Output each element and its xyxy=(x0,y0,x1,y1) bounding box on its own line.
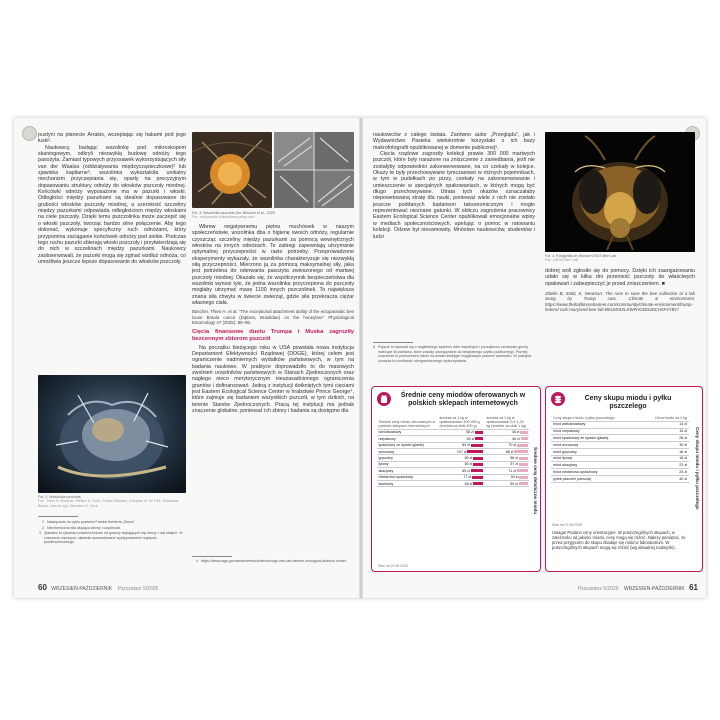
footnote-2: 2 Niechemiczna siła wiążąca atomy i cząsteczki. xyxy=(42,525,122,530)
bee-head-macro-image xyxy=(545,132,695,252)
footnote-3: 3 Zjawisko to zjawisko powierzchniowe na granicy stykających się cieczy i ciał stałych. W znaczeniu węższym: zjawisko spowodowane występowaniem napięcia powierzchniowego. xyxy=(39,531,183,545)
retail-row-name: wielokwiatowy xyxy=(377,429,438,435)
right-col1-p2: Cięcia rządowe zagroziły kolekcji prawie 300 000 martwych pszczół, które były narażone na zniszczenie z zaniedbania, jeśli nie zostałyby odpowiednio zakonserwowane, na co czekały w kolejce. Okazy te były przechowywane tymczasowo w różnych pojemnikach, w tym w pudełkach po pizzy, czekały na zakonserwowanie i umieszczenie w specjalnych opakowaniach, w których mogą być długo przechowywane. Utrata tych okazów oznaczałaby niepowetowaną stratę dla nauki, ponieważ wiele z nich nie zostało jeszcze poddanych badaniom taksonomicznym i mogło reprezentować nieznane gatunki. W obliczu zagrożenia pracownicy Eastern Ecological Science Center opublikowali emocjonalne wpisy w mediach społecznościowych, apelując o pomoc w ratowaniu kolekcji. Odzew był niesamowity. Mnóstwo naukowców, studentów i ludzi xyxy=(373,151,535,240)
purchase-header-col1: Cena brutto za 1 kg xyxy=(640,415,689,421)
purchase-prices-box xyxy=(545,386,703,572)
purchase-row-name: miód spadziowy ze spadzi iglastej xyxy=(551,435,640,442)
retail-cell-large xyxy=(485,480,529,486)
purchase-row-name: miód wrzosowy xyxy=(551,442,640,449)
purchase-table-row xyxy=(551,476,689,483)
left-footnotes xyxy=(38,520,186,546)
magazine-spread xyxy=(14,118,706,598)
purchase-table-row xyxy=(551,442,689,449)
bee-louse-closeup-image xyxy=(38,375,186,493)
retail-value-large: 54 zł xyxy=(510,475,519,480)
retail-table-header xyxy=(377,415,529,429)
left-col2-reference: Büscher, Thies H. et al. "The exceptional attachment ability of the ectoparasitic bee louse Braula coeca (Diptera, Braulidae) on the honeybee" Physiological Entomology 47 (2025): 85–95. xyxy=(192,309,354,326)
retail-value-large: 70 zł xyxy=(508,443,516,448)
purchase-table-row xyxy=(551,421,689,428)
fig3-caption: Fot. 3. Wszolinka pszczela (fot. Büscher et al., 2025 xyxy=(192,211,275,215)
section-label-left: WRZESIEŃ-PAŹDZIERNIK xyxy=(51,586,113,592)
right-page-footer xyxy=(578,583,698,592)
purchase-row-name: miód akacjowy xyxy=(551,462,640,469)
magazine-label-left: Pszczelarz 5/2025 xyxy=(117,586,159,592)
retail-bar-small xyxy=(475,431,484,434)
retail-prices-table xyxy=(377,415,529,487)
retail-prices-side-label: Średnie ceny detaliczne miodu xyxy=(533,447,538,515)
purchase-table-row xyxy=(551,435,689,442)
page-number-right: 61 xyxy=(689,583,698,592)
retail-row-name: lipowy xyxy=(377,461,438,467)
purchase-row-price: 18 zł xyxy=(640,448,689,455)
purchase-stan-date: Stan na 07.08.2025 xyxy=(552,523,582,527)
retail-bar-small xyxy=(473,457,483,460)
retail-row-name: faceliowy xyxy=(377,480,438,486)
purchase-table-row xyxy=(551,455,689,462)
left-col1-p2: Naukowcy, badając wszolinkę pod mikroskopem skaningowym, odkryli niezwykłą budowę odnóży tego pasożyta. Zamiast typowych przyssawek wykorzystujących siły van der Waalsa (oddziaływania międzycząsteczkowe)² lub zjawiska kapilarne³, wszolinka wykształciła unikalny mechanizm przyczepiania się, oparty na precyzyjnym dopasowaniu struktury odnóży do włosków pszczoły miodnej. Końcówki odnóży wyposażone ma w pazurki i włoski. Odległości między pazurkami są idealnie dopasowane do grubości włosków pszczoły miodnej, a szerokość szczeliny między pazurkami odpowiada odległościom między włoskami na ciele pszczoły. Dzięki temu pszczolinka może zaczepić się o włoski pszczoły, tworząc bardzo silne połączenie. Aby tego dokonać, wykonuje specyficzny ruch odnóżami, który przypomina zaciąganie końcówek odnóży pod siebie. Podczas tego ruchu pazurki zbierają włoski pszczoły i przytwierdzają się do nich w szczelinach między pazurkami. Naukowcy zaobserwowali, że pazurki mogą się zginać wzdłuż odnóża, co umożliwia jeszcze lepsze dopasowanie do włosków pszczoły. xyxy=(38,144,186,265)
retail-bar-large xyxy=(514,450,527,453)
retail-value-small: 55 zł xyxy=(466,436,475,441)
retail-value-large: 46 zł xyxy=(512,436,520,441)
retail-cell-small xyxy=(438,480,485,486)
footnote-4: 4 https://www.usgs.gov/centers/eesc/science/usgs-bee-lab-eastern-ecological-science-center. xyxy=(196,559,347,563)
retail-value-small: 68 zł xyxy=(464,481,473,486)
fig3-caption-block xyxy=(192,211,354,220)
left-col1-p1: pustyni na planecie Arrakis, wczepiając się hakami pod jego łuski¹. xyxy=(38,132,186,145)
purchase-row-price: 40 zł xyxy=(640,476,689,483)
retail-row-name: akacjowy xyxy=(377,468,438,474)
retail-value-small: 58 zł xyxy=(466,430,474,435)
fig2-source: Fot.: Thies H. Büscher, Steffen N. Gorb, Fabian Bäumer, Christian W. W. Pirk, Sebastian Büsse, Lars Krogh, Stanislav N. Gorb xyxy=(38,499,179,508)
left-col2-text xyxy=(192,224,354,414)
right-col2-p1: dobrej woli zgłosiło się do pomocy. Dzięki ich zaangażowaniu udało się w kilka dni przenieść pszczoły do właściwych opakowań i zabezpieczyć je przed zniszczeniem. ■ xyxy=(545,268,695,287)
right-col2-text xyxy=(545,268,695,313)
retail-bar-small xyxy=(471,469,484,472)
left-col1-text xyxy=(38,132,186,265)
purchase-header-col0: Ceny skupu miodu i pyłku pszczelego xyxy=(551,415,640,421)
footnote-rule-right xyxy=(373,342,413,343)
left-col2-p2: Na początku bieżącego roku w USA powstała nowa instytucja Departament Efektywności Rządowej (DOGE), której celem jest ograniczenie nadmiernych wydatków państwowych, w tym na badania naukowe. W praktyce doprowadziło to do masowych zwolnień urzędników państwowych w Stanach Zjednoczonych oraz nagłego nieco merytorycznym nieuzasadnionego ograniczenia grantów i dofinansowań. Jedną z instytucji dotkniętych tymi cięciami jest Eastern Ecological Science Center w hrabstwie Prince George⁴, które zajmuje się badaniem wszystkich pszczół, w tym dzikich, na terenie Stanów Zjednoczonych. Pracą tej instytucji ma jednak znaczenie globalne, ponieważ ich zbiory i badania są dostępne dla xyxy=(192,344,354,415)
left-page xyxy=(14,118,359,598)
fig3-source: Fot.: resjournals.onlinelibrary.wiley.com xyxy=(192,215,255,220)
purchase-row-price: 15 zł xyxy=(640,428,689,435)
retail-value-small: 84 zł xyxy=(462,443,470,448)
retail-bar-large xyxy=(520,431,527,434)
purchase-table-row xyxy=(551,428,689,435)
footnote-rule-left xyxy=(38,516,78,517)
retail-value-small: 107 zł xyxy=(456,449,467,454)
retail-bar-large xyxy=(519,463,528,466)
magazine-label-right: Pszczelarz 5/2025 xyxy=(577,586,619,592)
retail-bar-small xyxy=(473,482,483,485)
page-stamp-left xyxy=(22,126,37,141)
retail-bar-large xyxy=(517,444,528,447)
footnote-5: 5 Pojęcie to wywodzi się z angielskiego systemu dóbr wspólnych i początkowo oznaczało grunty należące do państwa, które zostały udostępnione do bezpłatnego użytku publicznego. Później znaczenie to przeniesiono także na dzieła nieobjęte majątkowym prawem autorskim. W praktyce oznacza to możliwość nieograniczonego wykorzystania. xyxy=(373,345,532,363)
retail-value-large: 59 zł xyxy=(510,481,518,486)
purchase-row-price: 23 zł xyxy=(640,462,689,469)
right-col2-reference: Zitiello B, Snitti, K, Newman. The race to save the bee collection at a lab stung by Trump cuts, Climate & environment, https://www.thebaltimorebanner.com/community/climate-environment/trump-federal-cuts-maryland-bee-lab-BKUWSXLKWFHGDD3DCH5F4YBY/ xyxy=(545,291,695,313)
section-label-right: WRZESIEŃ-PAŹDZIERNIK xyxy=(623,586,685,592)
bee-louse-dorsal-image xyxy=(192,132,272,208)
purchase-row-price: 28 zł xyxy=(640,435,689,442)
purchase-row-name: miód gryczany xyxy=(551,448,640,455)
retail-value-large: 48 zł xyxy=(511,430,520,435)
footnote-rule-left2 xyxy=(192,556,232,557)
retail-row-name: gryczany xyxy=(377,455,438,461)
purchase-row-name: miód nektarowo-spadziowy xyxy=(551,469,640,476)
sem-micrograph-image xyxy=(274,132,354,208)
retail-header-col1: średnia za 1 kg w opakowaniach 400-450 g (średnia za słoik 400 g) xyxy=(438,415,485,429)
coins-icon xyxy=(551,392,565,406)
fig2-caption: Fot. 2. Wszolinka pszczela. xyxy=(38,495,82,499)
honey-jar-icon xyxy=(377,392,391,406)
retail-bar-large xyxy=(519,482,528,485)
fig4-source: Fot.: USGS Bee Lab xyxy=(545,258,578,263)
purchase-row-price: 14 zł xyxy=(640,421,689,428)
purchase-row-price: 25 zł xyxy=(640,469,689,476)
purchase-prices-side-label: Ceny skupu miodu i pyłku pszczelego xyxy=(695,427,700,510)
purchase-row-name: miód wielokwiatowy xyxy=(551,421,640,428)
purchase-prices-table xyxy=(551,415,689,483)
retail-value-large: 71 zł xyxy=(508,468,516,473)
purchase-row-price: 30 zł xyxy=(640,442,689,449)
purchase-table-row xyxy=(551,469,689,476)
fig2-photo xyxy=(38,375,186,493)
fig4-caption-block xyxy=(545,254,695,263)
footnote-1: 1 Nawiązanie do cyklu powieści Franka Herberta „Diuna”. xyxy=(42,520,136,524)
fig3-photo-a xyxy=(192,132,272,208)
retail-bar-small xyxy=(475,437,483,440)
purchase-row-name: pyłek pszczeli (obnóża) xyxy=(551,476,640,483)
retail-value-large: 58 zł xyxy=(510,455,518,460)
retail-bar-large xyxy=(519,476,527,479)
retail-value-large: 57 zł xyxy=(510,462,518,467)
retail-value-small: 69 zł xyxy=(464,455,473,460)
purchase-row-price: 18 zł xyxy=(640,455,689,462)
retail-bar-small xyxy=(467,450,483,453)
fig3-photo-b xyxy=(274,132,354,208)
purchase-row-name: miód rzepakowy xyxy=(551,428,640,435)
retail-prices-box xyxy=(371,386,541,572)
right-col1-p1: naukowców z całego świata. Zarówno autor „Przeglądu”, jak i Wydawnictwo Pasieka wielokrotnie korzystało z ich bazy makrofotografii opublikowanej w domenie publicznej⁵. xyxy=(373,132,535,151)
purchase-row-name: miód lipowy xyxy=(551,455,640,462)
retail-bar-large xyxy=(519,457,528,460)
purchase-prices-title: Ceny skupu miodu i pyłku pszczelego xyxy=(584,395,672,410)
left-col2-p1: Wbrew negatywnemu piętnu muchówek w naszym społeczeństwie, wszolinka dba o higienę swoich odnóży, regularnie czyszcząc szczeliny między pazurkami za pomocą wewnętrznych włosków na innych odnóżach. Te zabiegi zapewniają utrzymanie optymalnej przyczepności w razie potrzeby. Przeprowadzone eksperymenty wykazały, że wszolinka charakteryzuje się niezwykłą siłą przyczepności. Mierzono ją za pomocą maksymalnej siły, jaka jest potrzebna do oderwania pasożyta zwieszonego od martwej pszczoły miodnej. Okazało się, że współczynnik bezpieczeństwa dla wszolinki wynosi tyle, że jedna wszolinka przyczepiona do pszczoły mogłaby utrzymać masę 1100 innych pszczolinek. To największa znana siła chwytu w świecie zwierząt, gdzie siła przekracza ciężar własnego ciała. xyxy=(192,224,354,307)
retail-row-name: wrzosowy xyxy=(377,448,438,454)
retail-prices-title: Średnie ceny miodów oferowanych w polskich sklepach internetowych xyxy=(400,392,526,407)
retail-row-name: spadziowy ze spadzi iglastej xyxy=(377,442,438,448)
retail-table-row xyxy=(377,480,529,486)
section-heading-doge: Cięcia finansowe duetu Trumpa i Muska zagroziły bezcennym zbiorom pszczół xyxy=(192,328,354,342)
fig2-caption-block xyxy=(38,495,186,508)
left-page-footer xyxy=(38,583,158,592)
fig4-caption: Fot. 4. Fotografia ze zbiorów USGS Bee Lab xyxy=(545,254,617,258)
purchase-note: Uwaga! Podano ceny orientacyjne. W poszczególnych skupach, w zależności od jakości miodu, ceny mogą się różnić. Należy pamiętać, że przed przyjęciem do skupu zbadaje się miód w laboratorium. W poszczególnych skupach mogą się różnić (wg aktualnej nadwyżki). xyxy=(552,530,686,550)
retail-row-name: nektarowo-spadziowy xyxy=(377,474,438,480)
retail-row-name: rzepakowy xyxy=(377,436,438,442)
purchase-table-row xyxy=(551,462,689,469)
right-page xyxy=(363,118,708,598)
retail-value-small: 85 zł xyxy=(462,468,470,473)
retail-bar-large xyxy=(521,437,528,440)
retail-header-col0: Średnie ceny miodu oferowanych w polskich sklepach internetowych xyxy=(377,415,438,429)
retail-bar-large xyxy=(517,469,528,472)
page-number-left: 60 xyxy=(38,583,47,592)
retail-value-small: 77 zł xyxy=(463,475,471,480)
right-col1-text xyxy=(373,132,535,240)
retail-bar-small xyxy=(472,476,484,479)
retail-bar-small xyxy=(471,444,484,447)
retail-stan-date: Stan na 07.08.2025 xyxy=(378,564,408,568)
retail-value-large: 88 zł xyxy=(505,449,514,454)
retail-bar-small xyxy=(473,463,483,466)
retail-header-col2: średnia za 1 kg w opakowaniach 0,9-1,25 kg (średnia za słoik 1 kg) xyxy=(485,415,529,429)
retail-value-small: 69 zł xyxy=(464,462,473,467)
purchase-table-row xyxy=(551,448,689,455)
fig4-photo xyxy=(545,132,695,252)
